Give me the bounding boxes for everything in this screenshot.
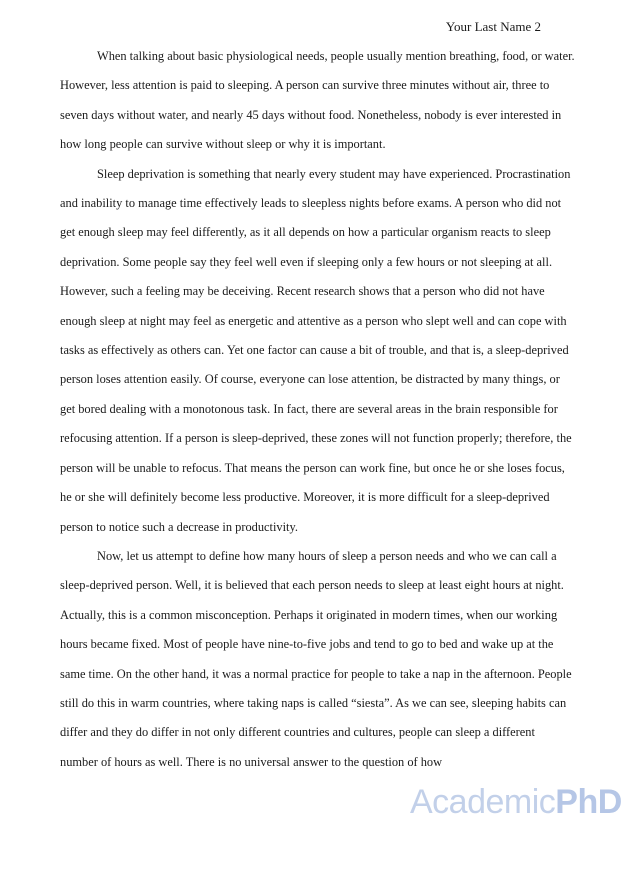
running-head: Your Last Name 2 bbox=[445, 19, 541, 34]
watermark-text-academic: Academic bbox=[410, 783, 556, 821]
paragraph-3: Now, let us attempt to define how many hours of sleep a person needs and who we can call a sleep-deprived person. Well, it is believed that each person needs to sleep at least eight hours at night. Actually, this is a common misconception. Perhaps it originated in modern times, when our working hours became fixed. Most of people have nine-to-five jobs and tend to go to bed and wake up at the same time. On the other hand, it was a normal practice for people to take a nap in the afternoon. People still do this in warm countries, where taking naps is called “siesta”. As we can see, sleeping habits can differ and they do differ in not only different countries and cultures, people can sleep a different number of hours as well. There is no universal answer to the question of how bbox=[60, 548, 572, 769]
paragraph-2: Sleep deprivation is something that nearly every student may have experienced. Procrastination and inability to manage time effectively leads to sleepless nights before exams. A person who did not get enough sleep may feel differently, as it all depends on how a particular organism reacts to sleep deprivation. Some people say they feel well even if sleeping only a few hours or not sleeping at all. However, such a feeling may be deceiving. Recent research shows that a person who did not have enough sleep at night may feel as energetic and attentive as a person who slept well and can cope with tasks as effectively as others can. Yet one factor can cause a bit of trouble, and that is, a sleep-deprived person loses attention easily. Of course, everyone can lose attention, be distracted by many things, or get bored dealing with a monotonous task. In fact, there are several areas in the brain responsible for refocusing attention. If a person is sleep-deprived, these zones will not function properly; therefore, the person will be unable to refocus. That means the person can work fine, but once he or she loses focus, he or she will definitely become less productive. Moreover, it is more difficult for a sleep-deprived person to notice such a decrease in productivity. bbox=[60, 166, 572, 534]
watermark-text-phd: PhD bbox=[555, 783, 622, 821]
academicphd-watermark bbox=[410, 780, 622, 824]
paragraph-1: When talking about basic physiological needs, people usually mention breathing, food, or water. However, less attention is paid to sleeping. A person can survive three minutes without air, three to seven days without water, and nearly 45 days without food. Nonetheless, nobody is ever interested in how long people can survive without sleep or why it is important. bbox=[60, 49, 575, 152]
document-body bbox=[60, 42, 575, 777]
